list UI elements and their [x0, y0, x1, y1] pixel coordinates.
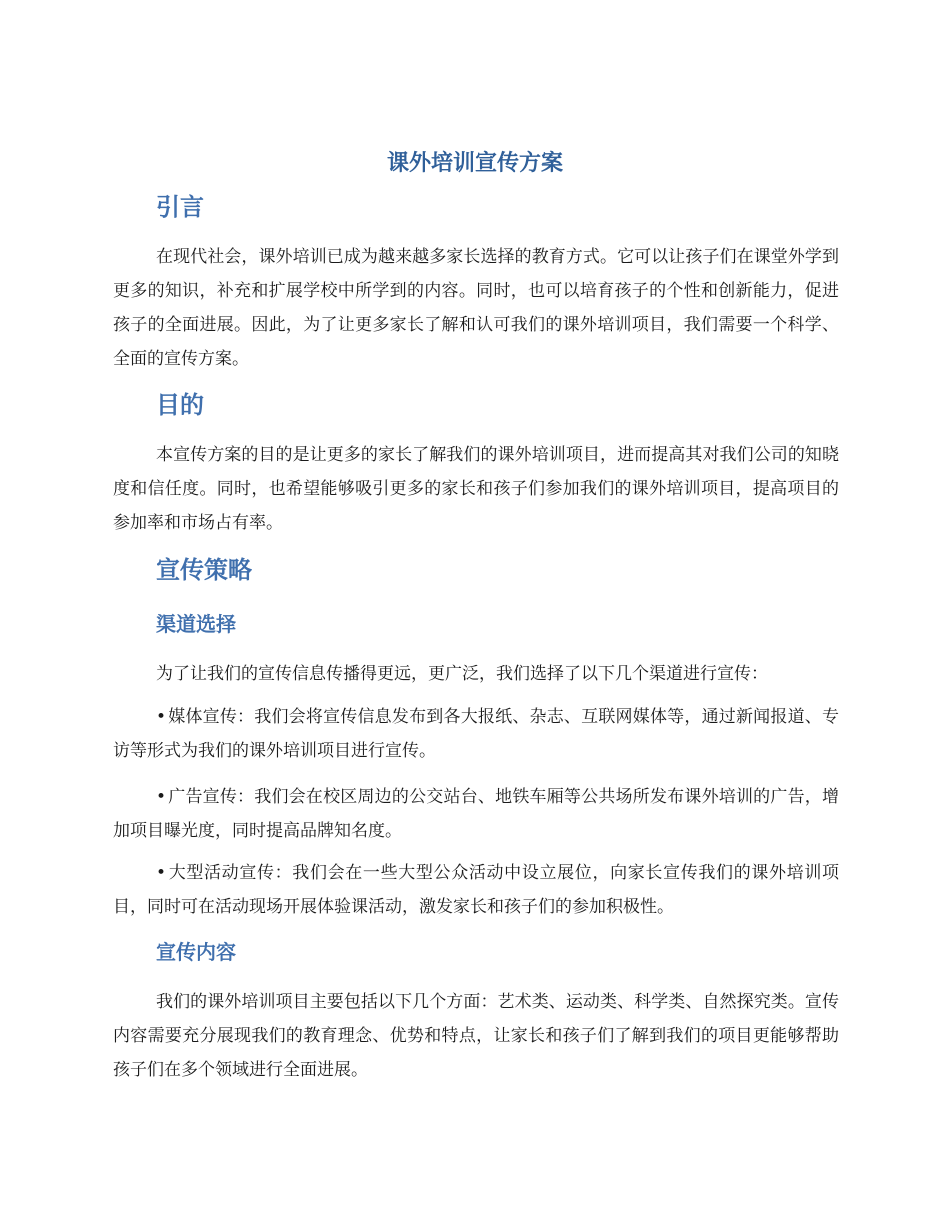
channels-intro-paragraph: 为了让我们的宣传信息传播得更远，更广泛，我们选择了以下几个渠道进行宣传：	[156, 664, 768, 684]
content-paragraph: 我们的课外培训项目主要包括以下几个方面：艺术类、运动类、科学类、自然探究类。宣传内容需要充分展现我们的教育理念、优势和特点，让家长和孩子们了解到我们的项目更能够帮助孩子们在多个领域进行全面进展。	[113, 992, 839, 1080]
channel-list-item	[113, 856, 839, 924]
subsection-heading-channels: 渠道选择	[156, 612, 236, 636]
section-heading-intro: 引言	[156, 193, 204, 221]
channel-list-item	[113, 700, 839, 768]
section-heading-purpose: 目的	[156, 391, 204, 419]
purpose-paragraph: 本宣传方案的目的是让更多的家长了解我们的课外培训项目，进而提高其对我们公司的知晓度和信任度。同时，也希望能够吸引更多的家长和孩子们参加我们的课外培训项目，提高项目的参加率和市场占有率。	[113, 445, 839, 533]
channel-list-item	[113, 780, 839, 848]
bullet-marker: •	[156, 863, 167, 883]
channel-item-text: 大型活动宣传：我们会在一些大型公众活动中设立展位，向家长宣传我们的课外培训项目，同时可在活动现场开展体验课活动，激发家长和孩子们的参加积极性。	[113, 863, 839, 917]
section-heading-strategy: 宣传策略	[156, 556, 252, 584]
subsection-heading-content: 宣传内容	[156, 940, 236, 964]
bullet-marker: •	[156, 707, 167, 727]
bullet-marker: •	[156, 787, 167, 807]
channel-item-text: 广告宣传：我们会在校区周边的公交站台、地铁车厢等公共场所发布课外培训的广告，增加项目曝光度，同时提高品牌知名度。	[113, 787, 839, 841]
channel-item-text: 媒体宣传：我们会将宣传信息发布到各大报纸、杂志、互联网媒体等，通过新闻报道、专访等形式为我们的课外培训项目进行宣传。	[113, 707, 839, 761]
document-title: 课外培训宣传方案	[386, 151, 563, 176]
intro-paragraph: 在现代社会，课外培训已成为越来越多家长选择的教育方式。它可以让孩子们在课堂外学到更多的知识，补充和扩展学校中所学到的内容。同时，也可以培育孩子的个性和创新能力，促进孩子的全面进展。因此，为了让更多家长了解和认可我们的课外培训项目，我们需要一个科学、全面的宣传方案。	[113, 247, 839, 369]
